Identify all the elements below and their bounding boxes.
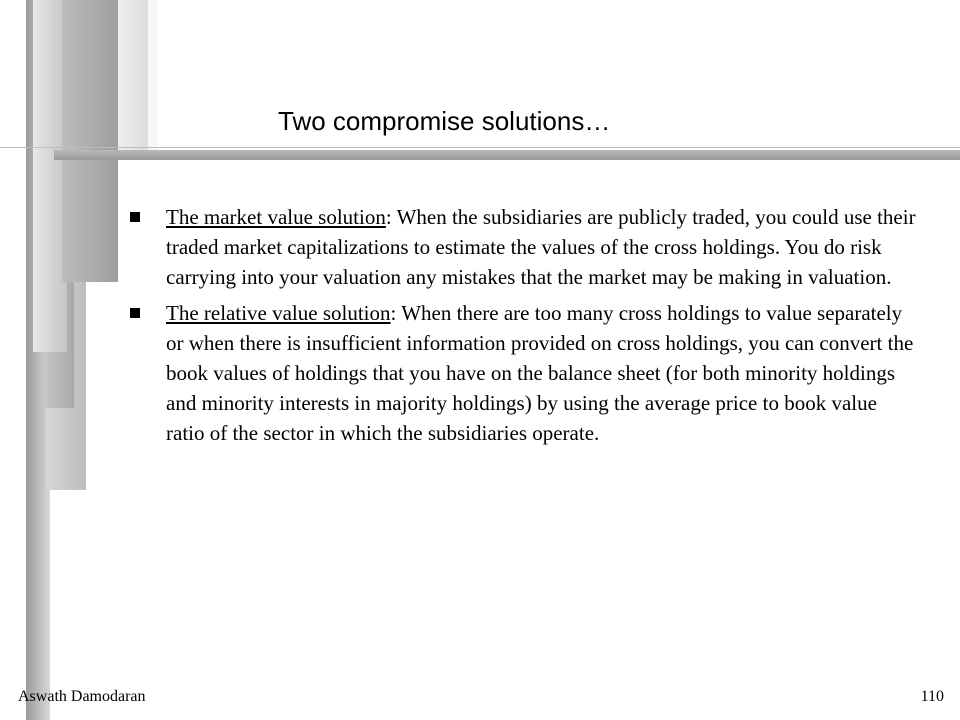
footer-page-number: 110 [920, 688, 944, 705]
bullet-text: : When there are too many cross holdings to value separately or when there is insufficient information provided on cross holdings, you can convert the book values of holdings that you have on the balance sheet (for both minority holdings and minority interests in majority holdings) by using the average price to book value ratio of the sector in which the subsidiaries operate. [166, 301, 914, 445]
title-divider [0, 147, 960, 148]
square-bullet-icon [130, 308, 140, 318]
decorative-bar [62, 0, 118, 282]
title-band [54, 150, 960, 160]
square-bullet-icon [130, 212, 140, 222]
slide-title: Two compromise solutions… [278, 106, 611, 136]
bullet-list [130, 202, 920, 454]
bullet-heading: The relative value solution [166, 301, 391, 325]
decorative-bar [148, 0, 158, 150]
footer-author: Aswath Damodaran [18, 688, 146, 705]
bullet-heading: The market value solution [166, 205, 386, 229]
bullet-text: : When the subsidiaries are publicly traded, you could use their traded market capitalizations to estimate the values of the cross holdings. You do risk carrying into your valuation any mistakes that the market may be making in valuation. [166, 205, 916, 289]
bullet-item-market-value [130, 202, 920, 292]
bullet-item-relative-value [130, 298, 920, 448]
decorative-bar [118, 0, 148, 150]
